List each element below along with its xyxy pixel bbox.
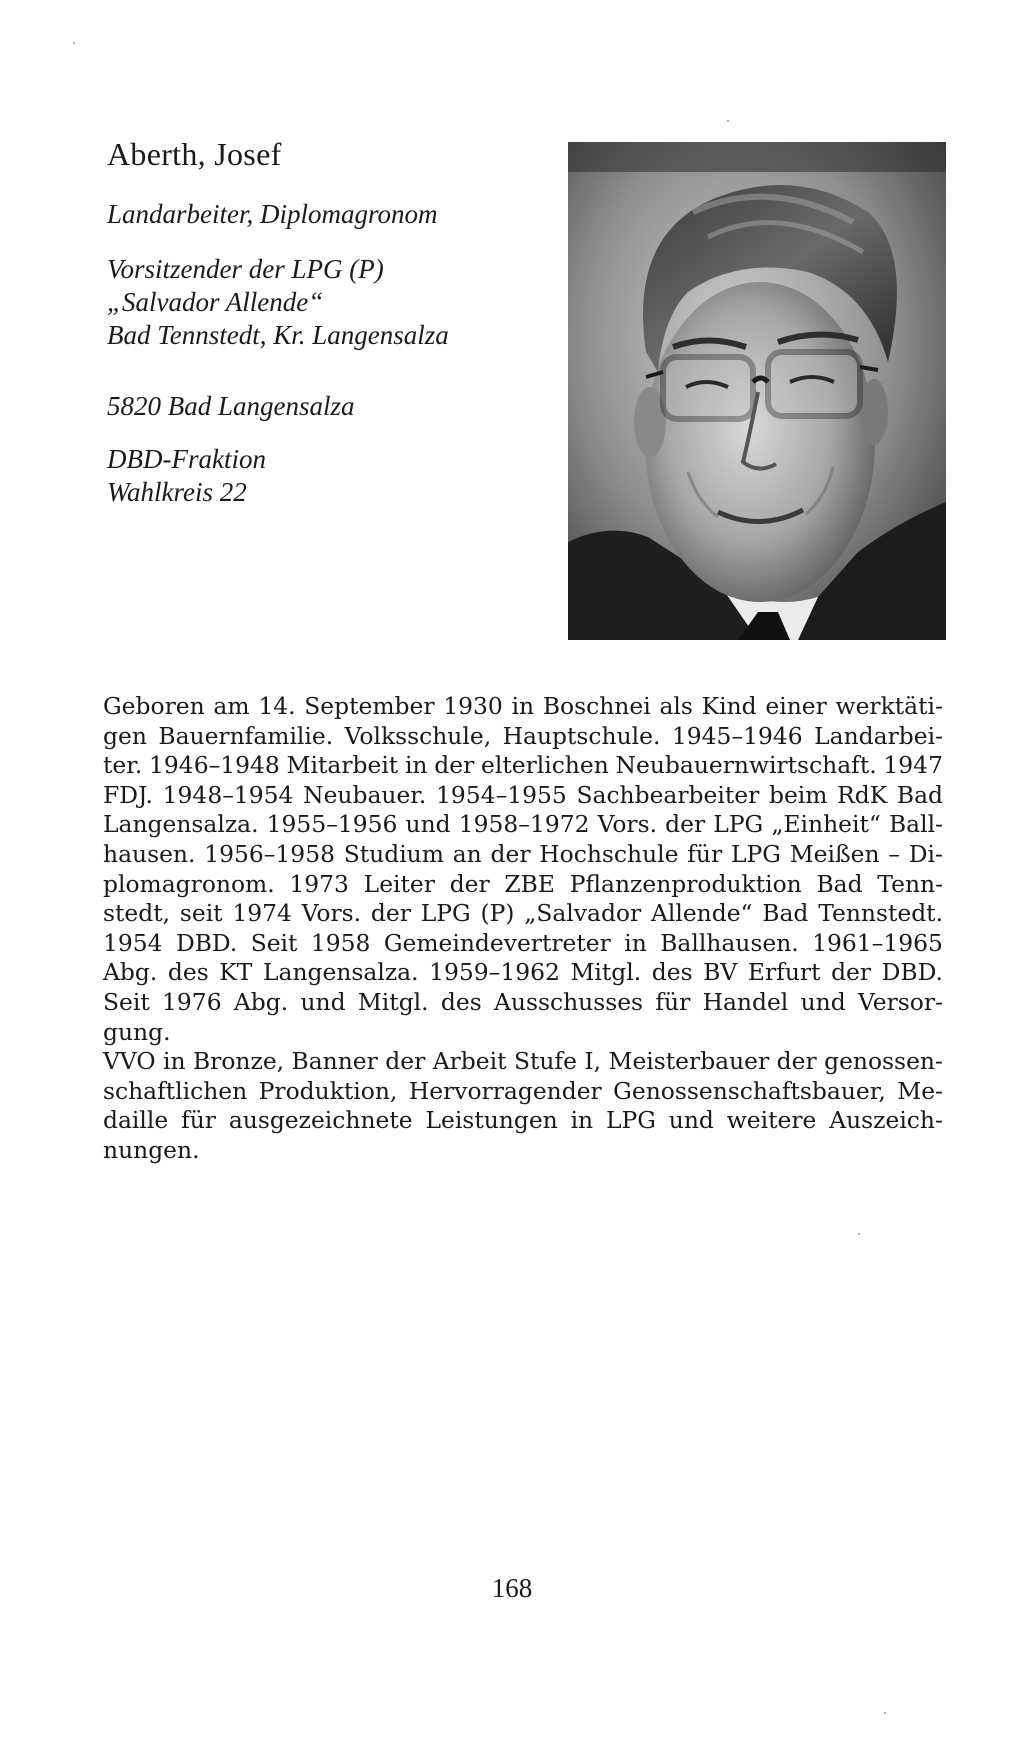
biography-text bbox=[103, 692, 943, 1166]
entry-occupation bbox=[107, 198, 438, 231]
awards-line: schaftlichen Produktion, Hervorragender Genossenschaftsbauer, Me- bbox=[103, 1076, 943, 1105]
awards-line: VVO in Bronze, Banner der Arbeit Stufe I, Meisterbauer der genossen- bbox=[103, 1047, 943, 1076]
awards-line: daille für ausgezeichnete Leistungen in LPG und weitere Auszeich- bbox=[103, 1106, 943, 1135]
page-number: 168 bbox=[491, 1573, 533, 1603]
scan-speck bbox=[884, 1712, 886, 1714]
position-line: „Salvador Allende“ bbox=[107, 287, 324, 317]
scan-speck bbox=[858, 1233, 860, 1235]
faction-line: DBD-Fraktion bbox=[107, 444, 266, 474]
bio-line: 1954 DBD. Seit 1958 Gemeindevertreter in Ballhausen. 1961–1965 bbox=[103, 928, 943, 957]
bio-line: Langensalza. 1955–1956 und 1958–1972 Vors. der LPG „Einheit“ Ball- bbox=[103, 810, 943, 839]
entry-faction bbox=[107, 443, 266, 509]
entry-address bbox=[107, 390, 355, 423]
faction-line: Wahlkreis 22 bbox=[107, 477, 247, 507]
entry-name: Aberth, Josef bbox=[107, 136, 282, 172]
scan-speck bbox=[73, 42, 75, 44]
bio-line: FDJ. 1948–1954 Neubauer. 1954–1955 Sachbearbeiter beim RdK Bad bbox=[103, 780, 943, 809]
bio-line: Geboren am 14. September 1930 in Boschnei als Kind einer werktäti- bbox=[103, 692, 943, 720]
awards-line: nungen. bbox=[103, 1135, 200, 1164]
bio-line: plomagronom. 1973 Leiter der ZBE Pflanzenproduktion Bad Tenn- bbox=[103, 869, 943, 898]
bio-line: gen Bauernfamilie. Volksschule, Hauptschule. 1945–1946 Landarbei- bbox=[103, 721, 943, 750]
bio-line: ter. 1946–1948 Mitarbeit in der elterlichen Neubauernwirtschaft. 1947 bbox=[103, 751, 943, 780]
portrait-photo bbox=[568, 142, 946, 640]
bio-line: gung. bbox=[103, 1017, 171, 1046]
bio-line: hausen. 1956–1958 Studium an der Hochschule für LPG Meißen – Di- bbox=[103, 839, 943, 868]
bio-line: stedt, seit 1974 Vors. der LPG (P) „Salvador Allende“ Bad Tennstedt. bbox=[103, 899, 943, 928]
bio-line: Seit 1976 Abg. und Mitgl. des Ausschusses für Handel und Versor- bbox=[103, 987, 943, 1016]
position-line: Vorsitzender der LPG (P) bbox=[107, 254, 384, 284]
entry-position bbox=[107, 253, 449, 352]
scan-speck bbox=[727, 120, 729, 122]
bio-line: Abg. des KT Langensalza. 1959–1962 Mitgl. des BV Erfurt der DBD. bbox=[103, 958, 943, 987]
address-text: 5820 Bad Langensalza bbox=[107, 391, 355, 421]
occupation-text: Landarbeiter, Diplomagronom bbox=[107, 199, 438, 229]
position-line: Bad Tennstedt, Kr. Langensalza bbox=[107, 320, 449, 350]
